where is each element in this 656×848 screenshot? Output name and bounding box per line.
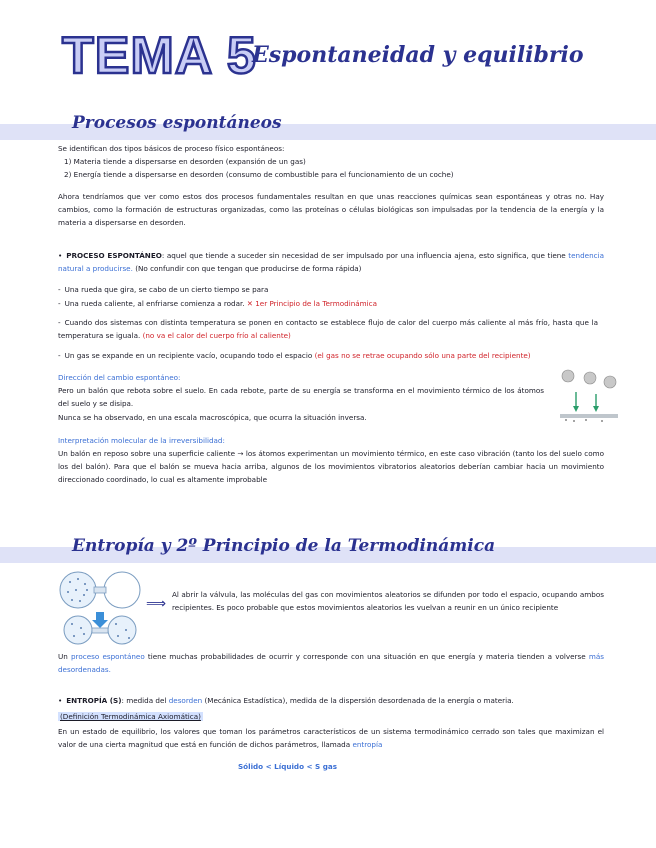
definition-text: : aquel que tiende a suceder sin necesidad de ser impulsado por una influencia ajena, esto significa, que tiene — [161, 251, 566, 260]
direction-paragraph: Pero un balón que rebota sobre el suelo. En cada rebote, parte de su energía se transforma en el movimiento térmico de los átomos del suelo y se disipa. — [58, 386, 544, 408]
para-highlight: más desordenadas. — [58, 652, 604, 674]
example-text: Un gas se expande en un recipiente vacío, ocupando todo el espacio — [64, 351, 313, 360]
definition-spontaneous — [58, 249, 604, 275]
spontaneous-paragraph — [58, 650, 604, 676]
cross-icon: ✕ — [246, 299, 253, 308]
example-note: 1er Principio de la Termodinámica — [255, 299, 378, 308]
entropy-word: entropía — [352, 740, 383, 749]
ball-icon — [584, 372, 596, 384]
entropy-paragraph — [58, 725, 604, 751]
direction-heading: Dirección del cambio espontáneo: — [58, 373, 181, 382]
tema-title: TEMA 5 — [62, 27, 257, 85]
ball-icon — [562, 370, 574, 382]
example-item — [58, 297, 377, 310]
example-note: (no va el calor del cuerpo frío al caliente) — [142, 331, 291, 340]
dash-icon: - — [58, 318, 61, 327]
para-text: Un — [58, 652, 68, 661]
axiomatic-definition: (Definición Termodinámica Axiomática) — [60, 712, 201, 721]
section-heading-procesos: Procesos espontáneos — [72, 113, 282, 133]
entropy-definition — [58, 694, 514, 707]
definition-note: (No confundir con que tengan que producirse de forma rápida) — [135, 264, 362, 273]
dash-icon: - — [58, 351, 61, 360]
bullet-icon: • — [58, 251, 63, 260]
example-item — [58, 349, 531, 362]
definition-highlight: tendencia natural a producirse. — [58, 251, 604, 273]
example-text: Una rueda que gira, se cabo de un cierto tiempo se para — [64, 285, 269, 294]
intro-item-2: 2) Energía tiende a dispersarse en desorden (consumo de combustible para el funcionamiento de un coche) — [64, 170, 454, 179]
molecular-paragraph: Un balón en reposo sobre una superficie caliente → los átomos experimentan un movimiento térmico, en este caso vibración (tanto los del suelo como los del balón). Para que el balón se mueva hacia arriba, algunos de los movimientos vibratorios aleatorios deberían cambiar hacia un movimiento direccionado coordinado, lo cual es altamente improbable — [58, 449, 604, 484]
paragraph-reactions: Ahora tendríamos que ver como estos dos procesos fundamentales resultan en que unas reacciones químicas sean espontáneas y otras no. Hay cambios, como la formación de estructuras organizadas, como las proteínas o células biológicas son impulsadas por la tendencia de la energía y la materia a dispersarse en desorden. — [58, 192, 604, 227]
dash-icon: - — [58, 285, 61, 294]
entropy-highlight: desorden — [168, 696, 203, 705]
example-text: Cuando dos sistemas con distinta temperatura se ponen en contacto se establece flujo de calor del cuerpo más caliente al más frío, hasta que la temperatura se iguala. — [58, 318, 598, 340]
entropy-term: ENTROPÍA (S) — [66, 696, 122, 705]
states-order: Sólido < Líquido < S gas — [238, 762, 337, 771]
gas-valve-illustration — [56, 568, 158, 646]
para-highlight: proceso espontáneo — [71, 652, 145, 661]
bullet-icon: • — [58, 696, 63, 705]
example-item — [58, 316, 598, 342]
section-band-right — [224, 124, 656, 140]
section-heading-entropia: Entropía y 2º Principio de la Termodinámica — [72, 536, 496, 556]
direction-line-2: Nunca se ha observado, en una escala macroscópica, que ocurra la situación inversa. — [58, 413, 367, 422]
document-subtitle: Espontaneidad y equilibrio — [252, 42, 584, 68]
definition-term: PROCESO ESPONTÁNEO — [66, 251, 162, 260]
bouncing-ball-illustration — [556, 366, 622, 424]
valve-paragraph: Al abrir la válvula, las moléculas del gas con movimientos aleatorios se difunden por todo el espacio, ocupando ambos recipientes. Es poco probable que estos movimientos aleatorios les vuelvan a reunir en un único recipiente — [172, 590, 604, 612]
arrow-icon: ⟹ — [146, 596, 167, 612]
intro-line: Se identifican dos tipos básicos de proceso físico espontáneos: — [58, 144, 285, 153]
example-item — [58, 283, 268, 296]
example-text: Una rueda caliente, al enfriarse comienza a rodar. — [64, 299, 245, 308]
molecular-heading: Interpretación molecular de la irreversibilidad: — [58, 436, 225, 445]
entropy-para-text: En un estado de equilibrio, los valores que toman los parámetros característicos de un sistema termodinámico cerrado son tales que maximizan el valor de una cierta magnitud que está en función de dichos parámetros, llamada — [58, 727, 604, 749]
para-text: tiene muchas probabilidades de ocurrir y corresponde con una situación en que energía y materia tienden a volverse — [147, 652, 586, 661]
entropy-text: : medida del — [121, 696, 167, 705]
intro-item-1: 1) Materia tiende a dispersarse en desorden (expansión de un gas) — [64, 157, 306, 166]
entropy-text: (Mecánica Estadística), medida de la dispersión desordenada de la energía o materia. — [204, 696, 514, 705]
ball-icon — [604, 376, 616, 388]
example-note: (el gas no se retrae ocupando sólo una parte del recipiente) — [314, 351, 531, 360]
dash-icon: - — [58, 299, 61, 308]
entropy-axiomatic-label — [58, 710, 203, 723]
